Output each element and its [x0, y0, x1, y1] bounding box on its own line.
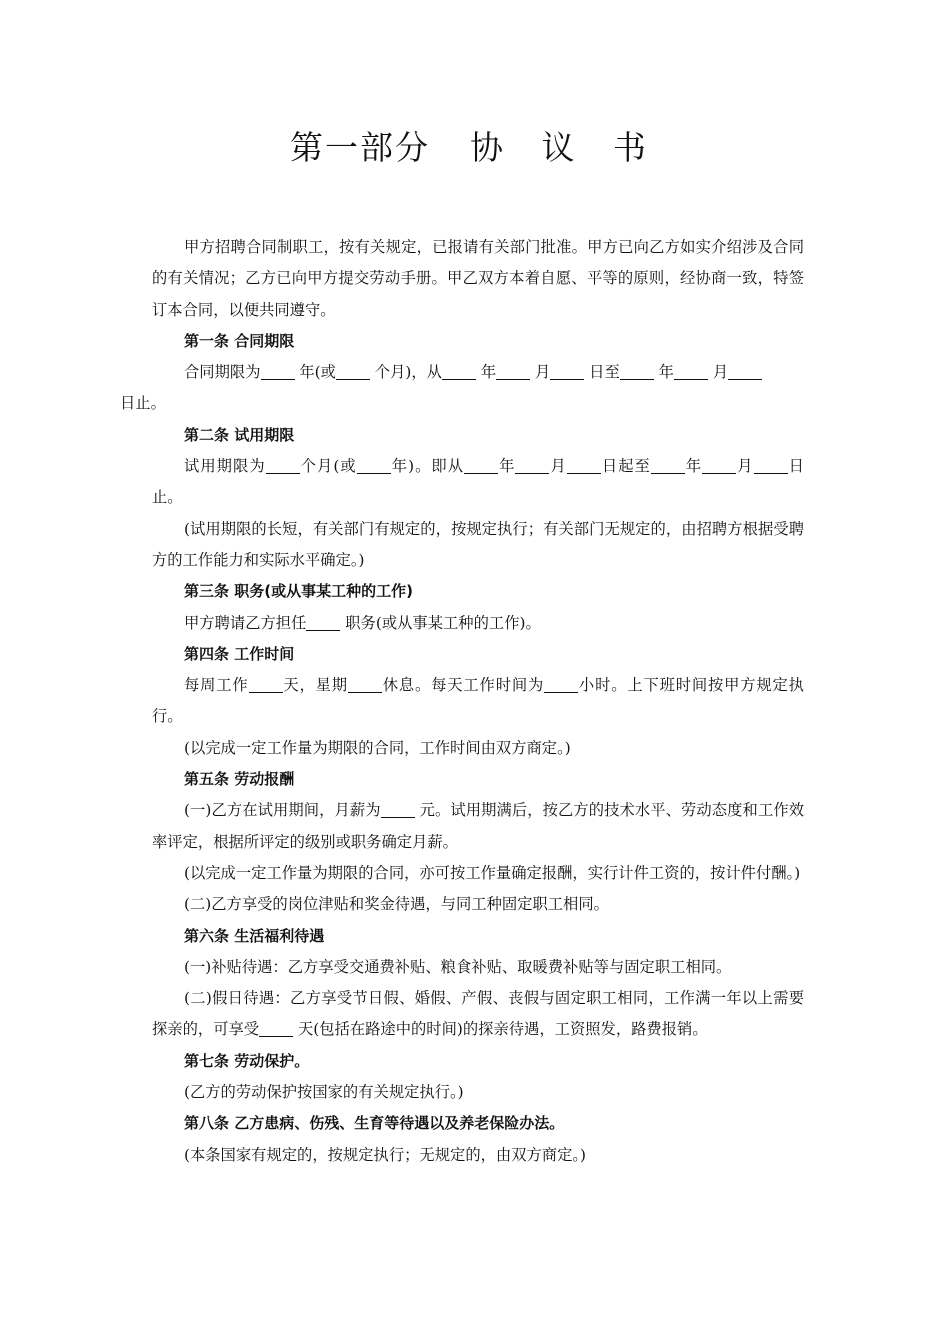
article-4-heading: 第四条 工作时间 — [184, 644, 295, 663]
blank-field[interactable] — [651, 455, 685, 474]
blank-field[interactable] — [266, 455, 300, 474]
intro-paragraph: 甲方招聘合同制职工，按有关规定，已报请有关部门批准。甲方已向乙方如实介绍涉及合同的有关情况；乙方已向甲方提交劳动手册。甲乙双方本着自愿、平等的原则，经协商一致，特签订本合同，以便共同遵守。 — [152, 238, 804, 319]
blank-field[interactable] — [357, 455, 391, 474]
article-5-note: (以完成一定工作量为期限的合同，亦可按工作量确定报酬，实行计件工资的，按计件付酬。) — [184, 863, 801, 882]
blank-field[interactable] — [348, 674, 382, 693]
article-4-text: 每周工作 天，星期 休息。每天工作时间为 小时。上下班时间按甲方规定执行。 — [152, 676, 804, 726]
page-title — [0, 122, 950, 169]
article-4-note: (以完成一定工作量为期限的合同，工作时间由双方商定。) — [184, 738, 571, 757]
article-3-text: 甲方聘请乙方担任 职务(或从事某工种的工作)。 — [184, 613, 541, 632]
blank-field[interactable] — [464, 455, 498, 474]
blank-field[interactable] — [702, 455, 736, 474]
article-2-note: (试用期限的长短，有关部门有规定的，按规定执行；有关部门无规定的，由招聘方根据受聘方的工作能力和实际水平确定。) — [152, 519, 804, 569]
article-8-note: (本条国家有规定的，按规定执行；无规定的，由双方商定。) — [184, 1145, 587, 1164]
blank-field[interactable] — [728, 361, 762, 380]
blank-field[interactable] — [259, 1018, 293, 1037]
blank-field[interactable] — [442, 361, 476, 380]
article-1-text: 合同期限为 年(或 个月)，从 年 月 日至 年 月 日止。 — [152, 357, 804, 420]
document-body — [120, 232, 804, 1171]
blank-field[interactable] — [249, 674, 283, 693]
blank-field[interactable] — [381, 799, 415, 818]
article-7-heading: 第七条 劳动保护。 — [184, 1051, 310, 1070]
blank-field[interactable] — [550, 361, 584, 380]
article-5-text: (一)乙方在试用期间，月薪为 元。试用期满后，按乙方的技术水平、劳动态度和工作效率评定，根据所评定的级别或职务确定月薪。 — [152, 801, 804, 851]
blank-field[interactable] — [674, 361, 708, 380]
title-part: 第一部分 — [290, 128, 430, 167]
article-2-heading: 第二条 试用期限 — [184, 425, 295, 444]
article-3-heading: 第三条 职务(或从事某工种的工作) — [184, 582, 413, 601]
title-name: 协 议 书 — [470, 128, 660, 167]
article-7-note: (乙方的劳动保护按国家的有关规定执行。) — [184, 1083, 464, 1102]
article-6-heading: 第六条 生活福利待遇 — [184, 926, 325, 945]
article-6-item-2: (二)假日待遇：乙方享受节日假、婚假、产假、丧假与固定职工相同，工作满一年以上需要探亲的，可享受 天(包括在路途中的时间)的探亲待遇，工资照发，路费报销。 — [152, 989, 804, 1039]
blank-field[interactable] — [620, 361, 654, 380]
blank-field[interactable] — [336, 361, 370, 380]
blank-field[interactable] — [544, 674, 578, 693]
article-5-item-2: (二)乙方享受的岗位津贴和奖金待遇，与同工种固定职工相同。 — [184, 895, 609, 914]
blank-field[interactable] — [261, 361, 295, 380]
article-8-heading: 第八条 乙方患病、伤残、生育等待遇以及养老保险办法。 — [184, 1114, 565, 1133]
article-1-heading: 第一条 合同期限 — [184, 331, 295, 350]
blank-field[interactable] — [515, 455, 549, 474]
blank-field[interactable] — [754, 455, 788, 474]
blank-field[interactable] — [496, 361, 530, 380]
blank-field[interactable] — [306, 612, 340, 631]
blank-field[interactable] — [567, 455, 601, 474]
article-6-item-1: (一)补贴待遇：乙方享受交通费补贴、粮食补贴、取暖费补贴等与固定职工相同。 — [184, 957, 732, 976]
article-5-heading: 第五条 劳动报酬 — [184, 770, 295, 789]
article-2-text: 试用期限为 个月(或 年)。即从 年 月 日起至 年 月 日止。 — [152, 457, 804, 507]
